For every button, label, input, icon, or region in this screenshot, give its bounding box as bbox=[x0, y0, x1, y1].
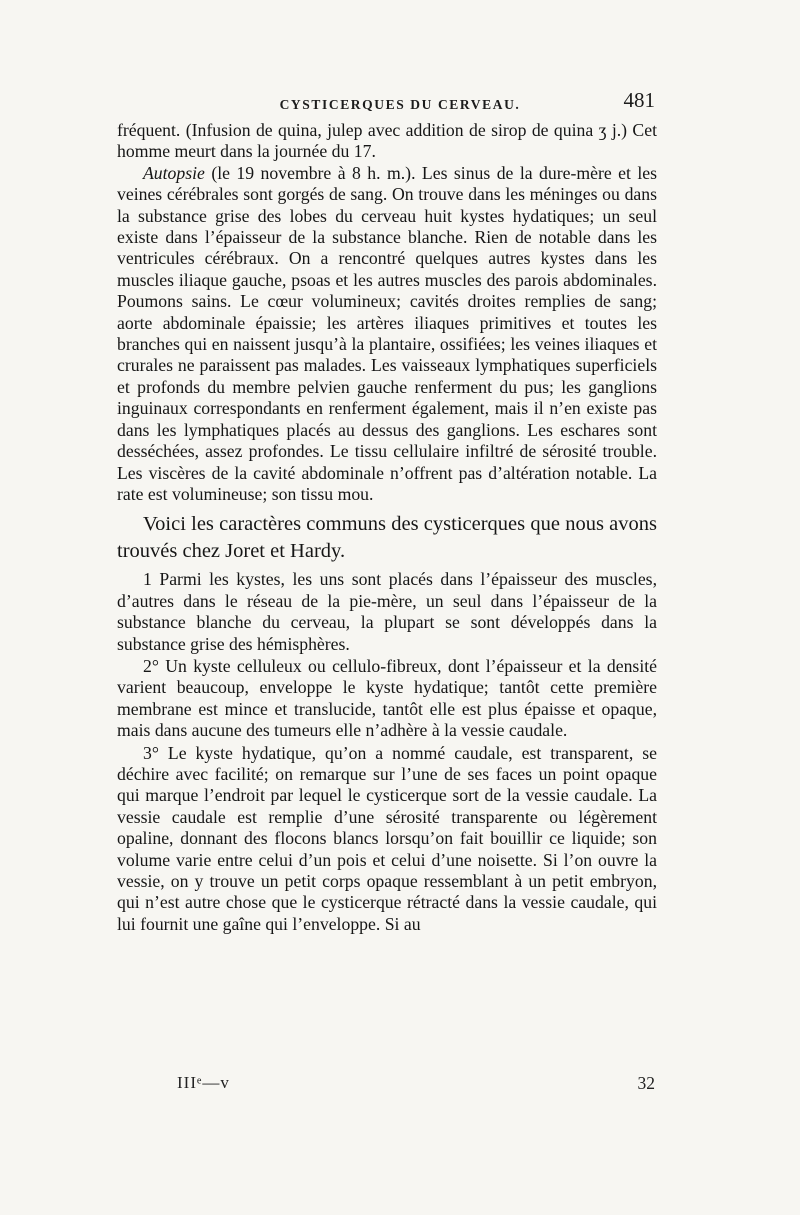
sheet-number: 32 bbox=[637, 1073, 655, 1093]
page-number: 481 bbox=[623, 88, 655, 112]
autopsy-text: (le 19 novembre à 8 h. m.). Les sinus de la dure-mère et les veines cérébrales sont gorgés de sang. On trouve dans les méninges ou dans la substance grise des lobes du cerveau huit kystes hydatiques; un seul existe dans l’épaisseur de la substance blanche. Rien de notable dans les ventricules cérébraux. On a rencontré quelques autres kystes dans les muscles iliaque gauche, psoas et les autres muscles des parois abdominales. Poumons sains. Le cœur volumineux; cavités droites remplies de sang; aorte abdominale épaissie; les artères iliaques primitives et toutes les branches qui en naissent jusqu’à la plantaire, ossifiées; les veines iliaques et crurales ne paraissent pas malades. Les vaisseaux lymphatiques superficiels et profonds du membre pelvien gauche renferment du pus; les ganglions inguinaux correspondants en renferment également, mais il n’en existe pas dans les lymphatiques placés au dessus des ganglions. Les eschares sont desséchées, assez profondes. Le tissu cellulaire infiltré de sérosité trouble. Les viscères de la cavité abdominale n’offrent pas d’altération notable. La rate est volumineuse; son tissu mou. bbox=[117, 162, 657, 504]
paragraph-treatment: fréquent. (Infusion de quina, julep avec addition de sirop de quina ʒ j.) Cet homme meurt dans la journée du 17. bbox=[117, 120, 657, 162]
list-item-2: 2° Un kyste celluleux ou cellulo-fibreux, dont l’épaisseur et la densité varient beaucoup, enveloppe le kyste hydatique; tantôt cette première membrane est mince et translucide, tantôt elle est plus épaisse et opaque, mais dans aucune des tumeurs elle n’adhère à la vessie caudale. bbox=[117, 655, 657, 741]
printer-signature: IIIᵉ—v bbox=[177, 1073, 230, 1092]
running-title: CYSTICERQUES DU CERVEAU. bbox=[279, 97, 521, 112]
paragraph-summary-intro: Voici les caractères communs des cysticerques que nous avons trouvés chez Joret et Hardy. bbox=[117, 513, 657, 563]
autopsy-heading: Autopsie bbox=[143, 162, 205, 183]
list-item-1: 1 Parmi les kystes, les uns sont placés dans l’épaisseur des muscles, d’autres dans le réseau de la pie-mère, un seul dans l’épaisseur de la substance blanche du cerveau, la plupart se sont développés dans la substance grise des hémisphères. bbox=[117, 569, 657, 654]
list-item-3: 3° Le kyste hydatique, qu’on a nommé caudale, est transparent, se déchire avec facilité; on remarque sur l’une de ses faces un point opaque qui marque l’endroit par lequel le cysticerque sort de la vessie caudale. La vessie caudale est remplie d’une sérosité transparente ou légèrement opaline, donnant des flocons blancs lorsqu’on fait bouillir ce liquide; son volume varie entre celui d’un pois et celui d’une noisette. Si l’on ouvre la vessie, on y trouve un petit corps opaque ressemblant à un petit embryon, qui n’est autre chose que le cysticerque rétracté dans la vessie caudale, qui lui fournit une gaîne qui l’enveloppe. Si au bbox=[117, 742, 657, 934]
paragraph-autopsy bbox=[117, 163, 657, 506]
body-text bbox=[117, 120, 657, 935]
